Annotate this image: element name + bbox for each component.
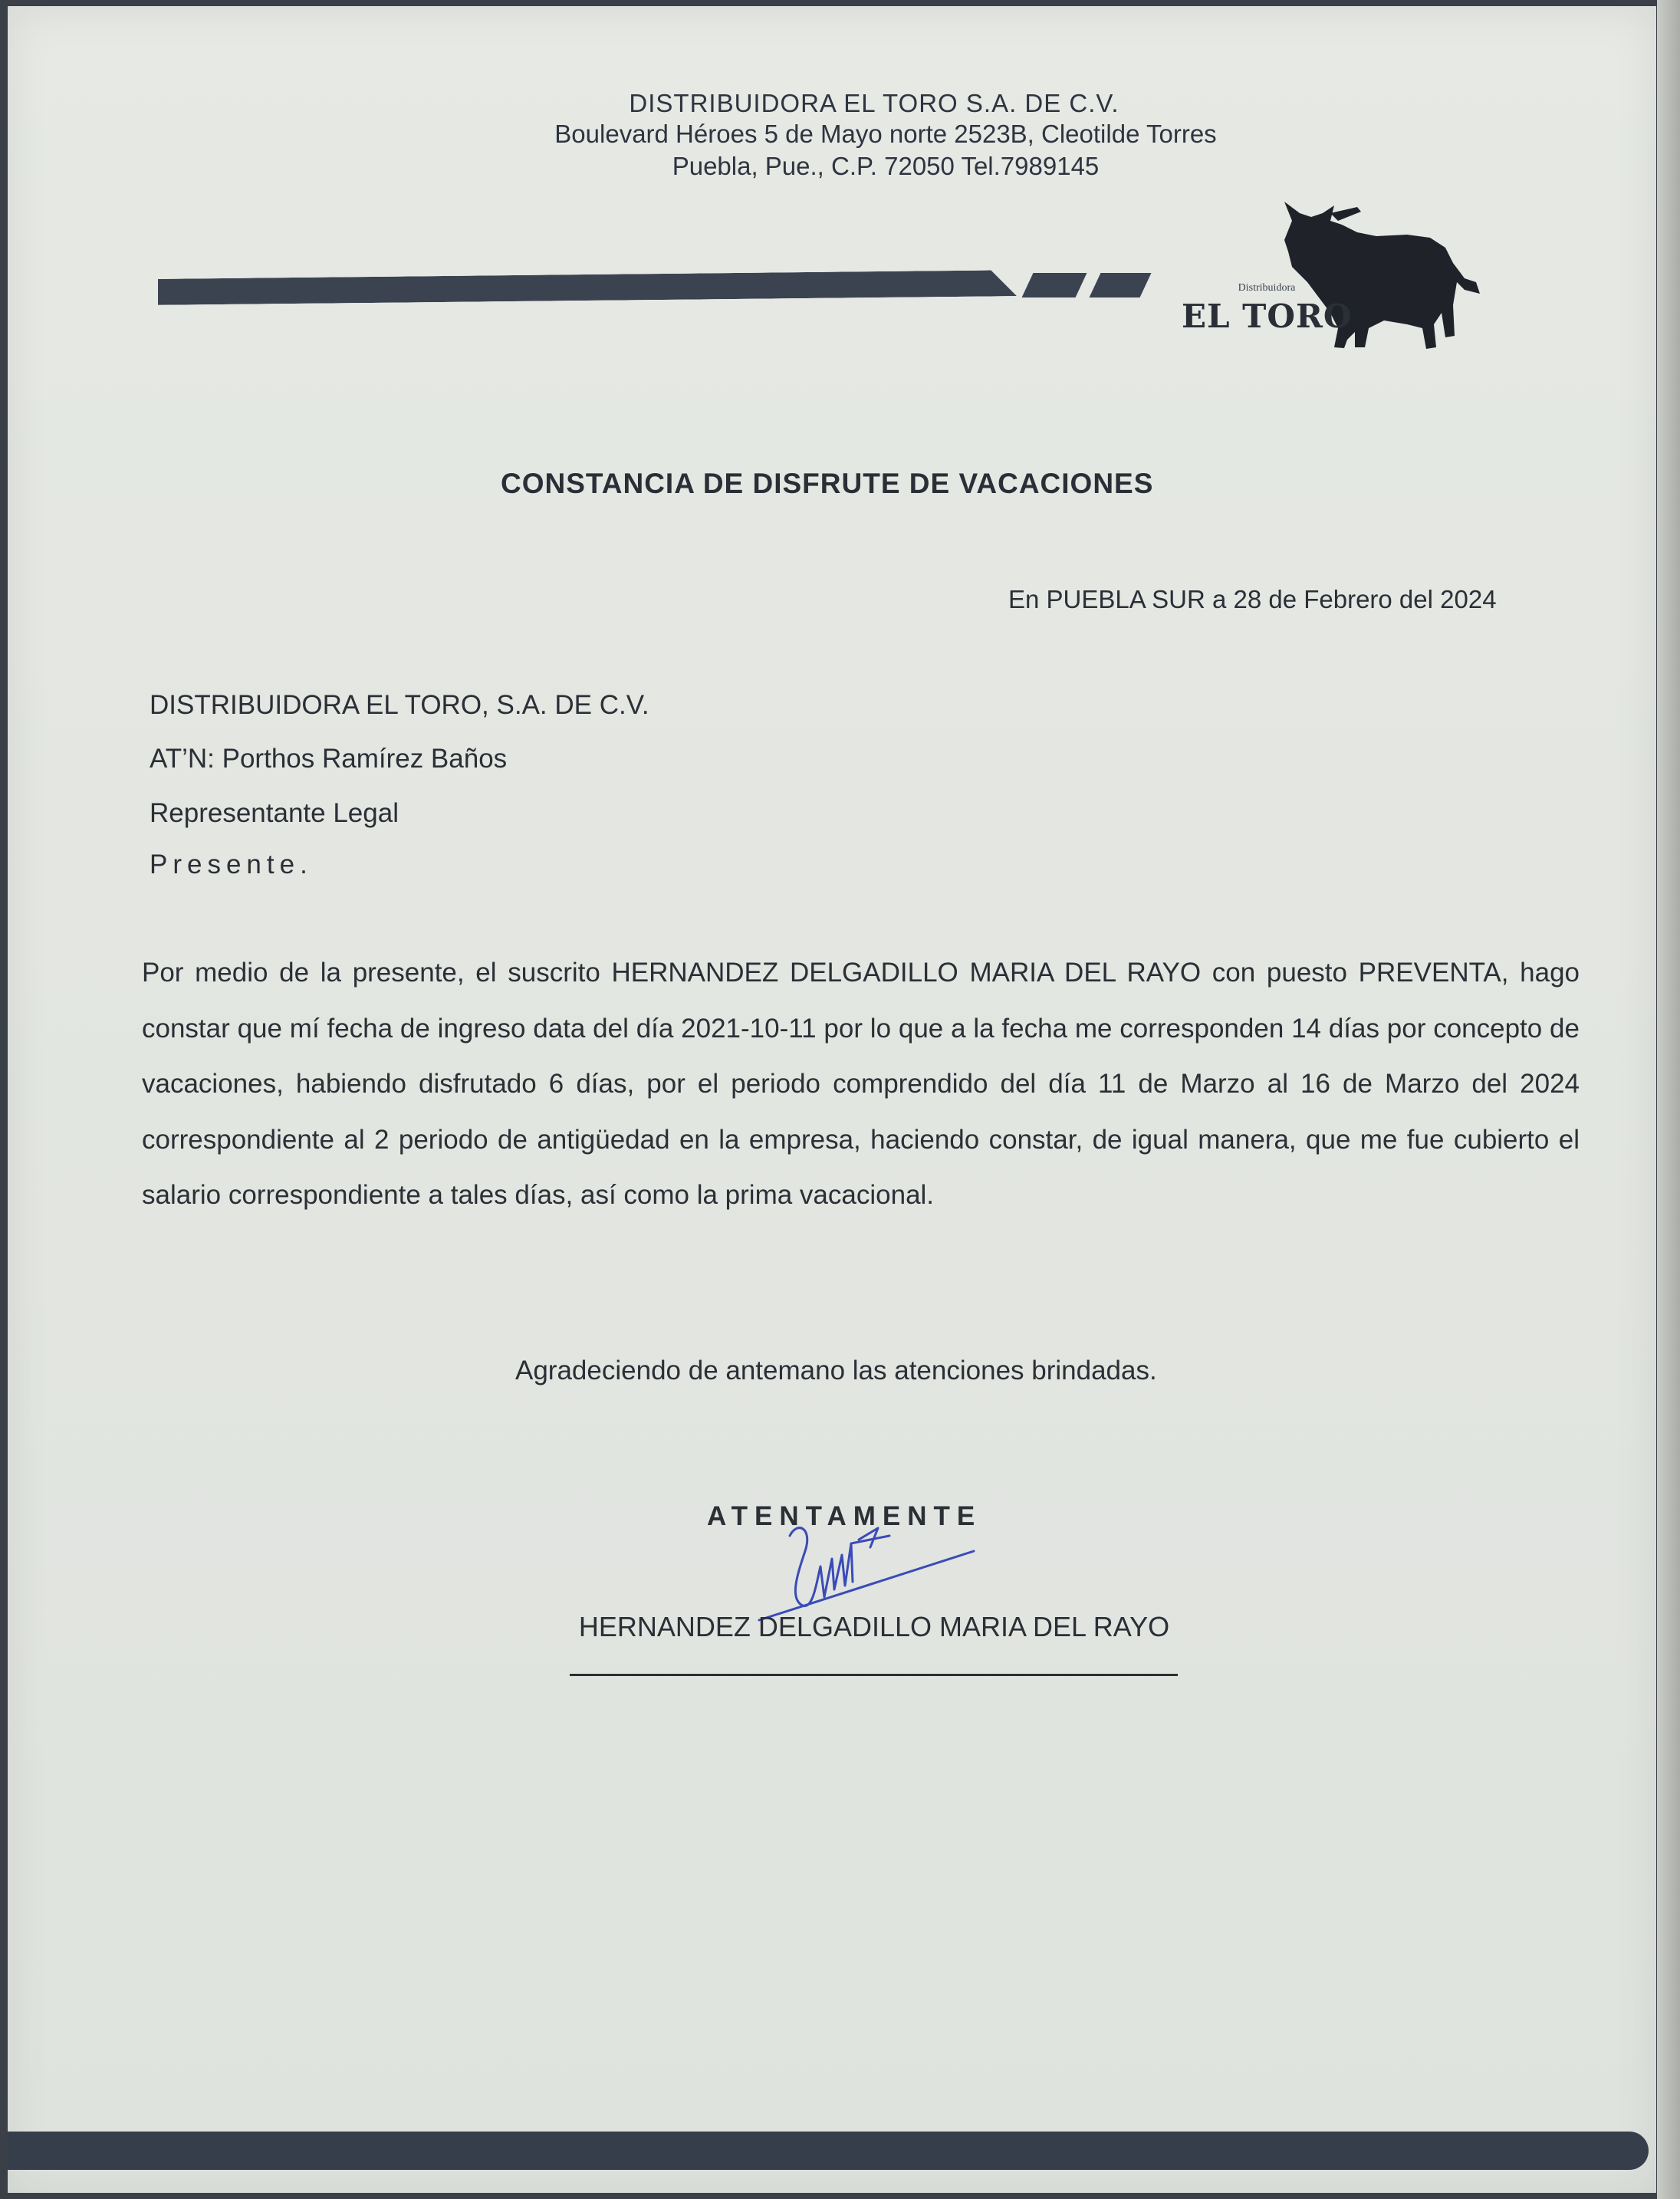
company-name-header: DISTRIBUIDORA EL TORO S.A. DE C.V. — [629, 89, 1119, 117]
page-edge-shadow — [1657, 0, 1680, 2199]
logo-small-text: Distribuidora — [1238, 282, 1296, 294]
logo-brand-text: EL TORO — [1182, 297, 1353, 335]
sign-off: ATENTAMENTE — [707, 1501, 982, 1531]
footer-band — [8, 2132, 1649, 2170]
signer-name: HERNANDEZ DELGADILLO MARIA DEL RAYO — [578, 1611, 1170, 1642]
letter-body-paragraph: Por medio de la presente, el suscrito HERNANDEZ DELGADILLO MARIA DEL RAYO con puesto PREVENTA, hago constar que mí fecha de ingreso data del día 2021-10-11 por lo que a la fecha me corresponden 14 días por concepto de vacaciones, habiendo disfrutado 6 días, por el periodo comprendido del día 11 de Marzo al 16 de Marzo del 2024 correspondiente al 2 periodo de antigüedad en la empresa, haciendo constar, de igual manera, que me fue cubierto el salario correspondiente a tales días, así como la prima vacacional. — [142, 958, 1580, 1210]
company-address-line2: Puebla, Pue., C.P. 72050 Tel.7989145 — [672, 152, 1100, 180]
recipient-attention: AT’N: Porthos Ramírez Baños — [150, 744, 508, 774]
recipient-presente: Presente. — [150, 850, 313, 879]
recipient-role: Representante Legal — [150, 798, 399, 828]
signature-line — [570, 1674, 1178, 1676]
closing-line: Agradeciendo de antemano las atenciones brindadas. — [515, 1356, 1157, 1385]
place-and-date: En PUEBLA SUR a 28 de Febrero del 2024 — [1008, 585, 1497, 613]
letter-page — [8, 6, 1656, 2193]
recipient-company: DISTRIBUIDORA EL TORO, S.A. DE C.V. — [150, 690, 649, 720]
header-band-chevron — [1022, 273, 1087, 297]
company-logo — [1177, 190, 1499, 359]
header-band-chevron — [1090, 273, 1152, 297]
company-address-line1: Boulevard Héroes 5 de Mayo norte 2523B, Cleotilde Torres — [554, 120, 1217, 148]
header-band — [158, 270, 1017, 305]
document-title: CONSTANCIA DE DISFRUTE DE VACACIONES — [501, 468, 1154, 499]
